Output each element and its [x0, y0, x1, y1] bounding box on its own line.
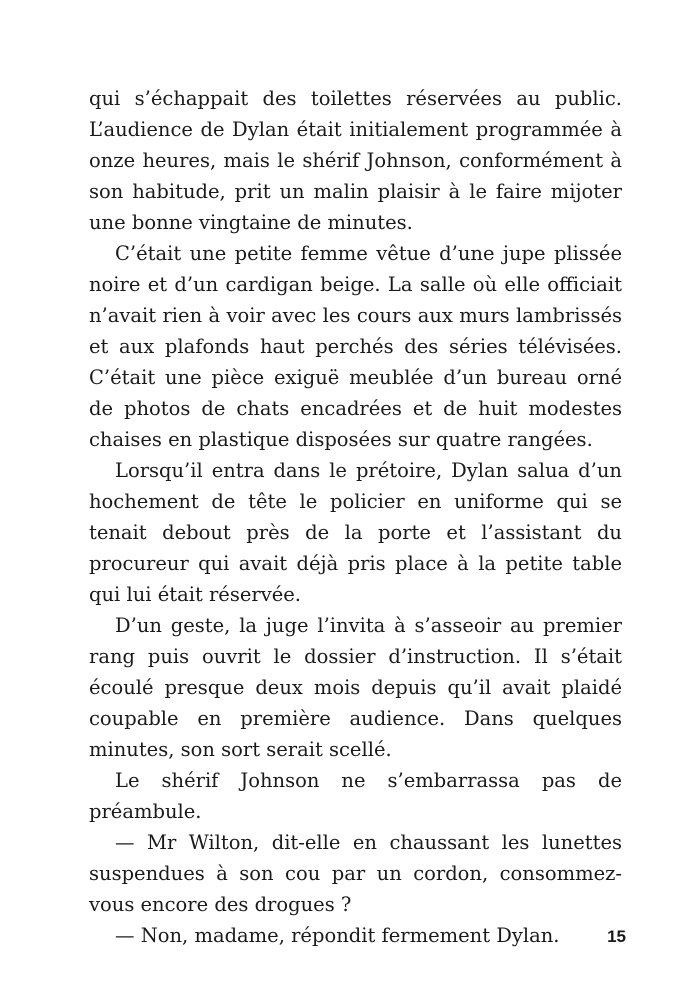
paragraph-3: Lorsqu’il entra dans le prétoire, Dylan salua d’un hochement de tête le policier en uniforme qui se tenait debout près de la porte et l’assistant du procureur qui avait déjà pris place à la petite table qui lui était réservée. — [89, 459, 622, 606]
dialogue-2: — Non, madame, répondit fermement Dylan. — [115, 924, 560, 947]
paragraph-4: D’un geste, la juge l’invita à s’asseoir au premier rang puis ouvrit le dossier d’instruction. Il s’était écoulé presque deux mois depuis qu’il avait plaidé coupable en première audience. Dans quelques minutes, son sort serait scellé. — [89, 614, 622, 761]
paragraph-5: Le shérif Johnson ne s’embarrassa pas de préambule. — [89, 769, 622, 823]
page-number: 15 — [607, 927, 626, 946]
paragraph-2: C’était une petite femme vêtue d’une jupe plissée noire et d’un cardigan beige. La salle où elle officiait n’avait rien à voir avec les cours aux murs lambrissés et aux plafonds haut perchés des séries télévisées. C’était une pièce exiguë meublée d’un bureau orné de photos de chats encadrées et de huit modestes chaises en plastique disposées sur quatre rangées. — [89, 242, 622, 451]
paragraph-1: qui s’échappait des toilettes réservées au public. L’audience de Dylan était initialement programmée à onze heures, mais le shérif Johnson, conformément à son habitude, prit un malin plaisir à le faire mijoter une bonne vingtaine de minutes. — [89, 87, 622, 234]
dialogue-1: — Mr Wilton, dit-elle en chaussant les lunettes suspendues à son cou par un cordon, consommez-vous encore des drogues ? — [89, 831, 622, 916]
body-text — [89, 83, 622, 951]
